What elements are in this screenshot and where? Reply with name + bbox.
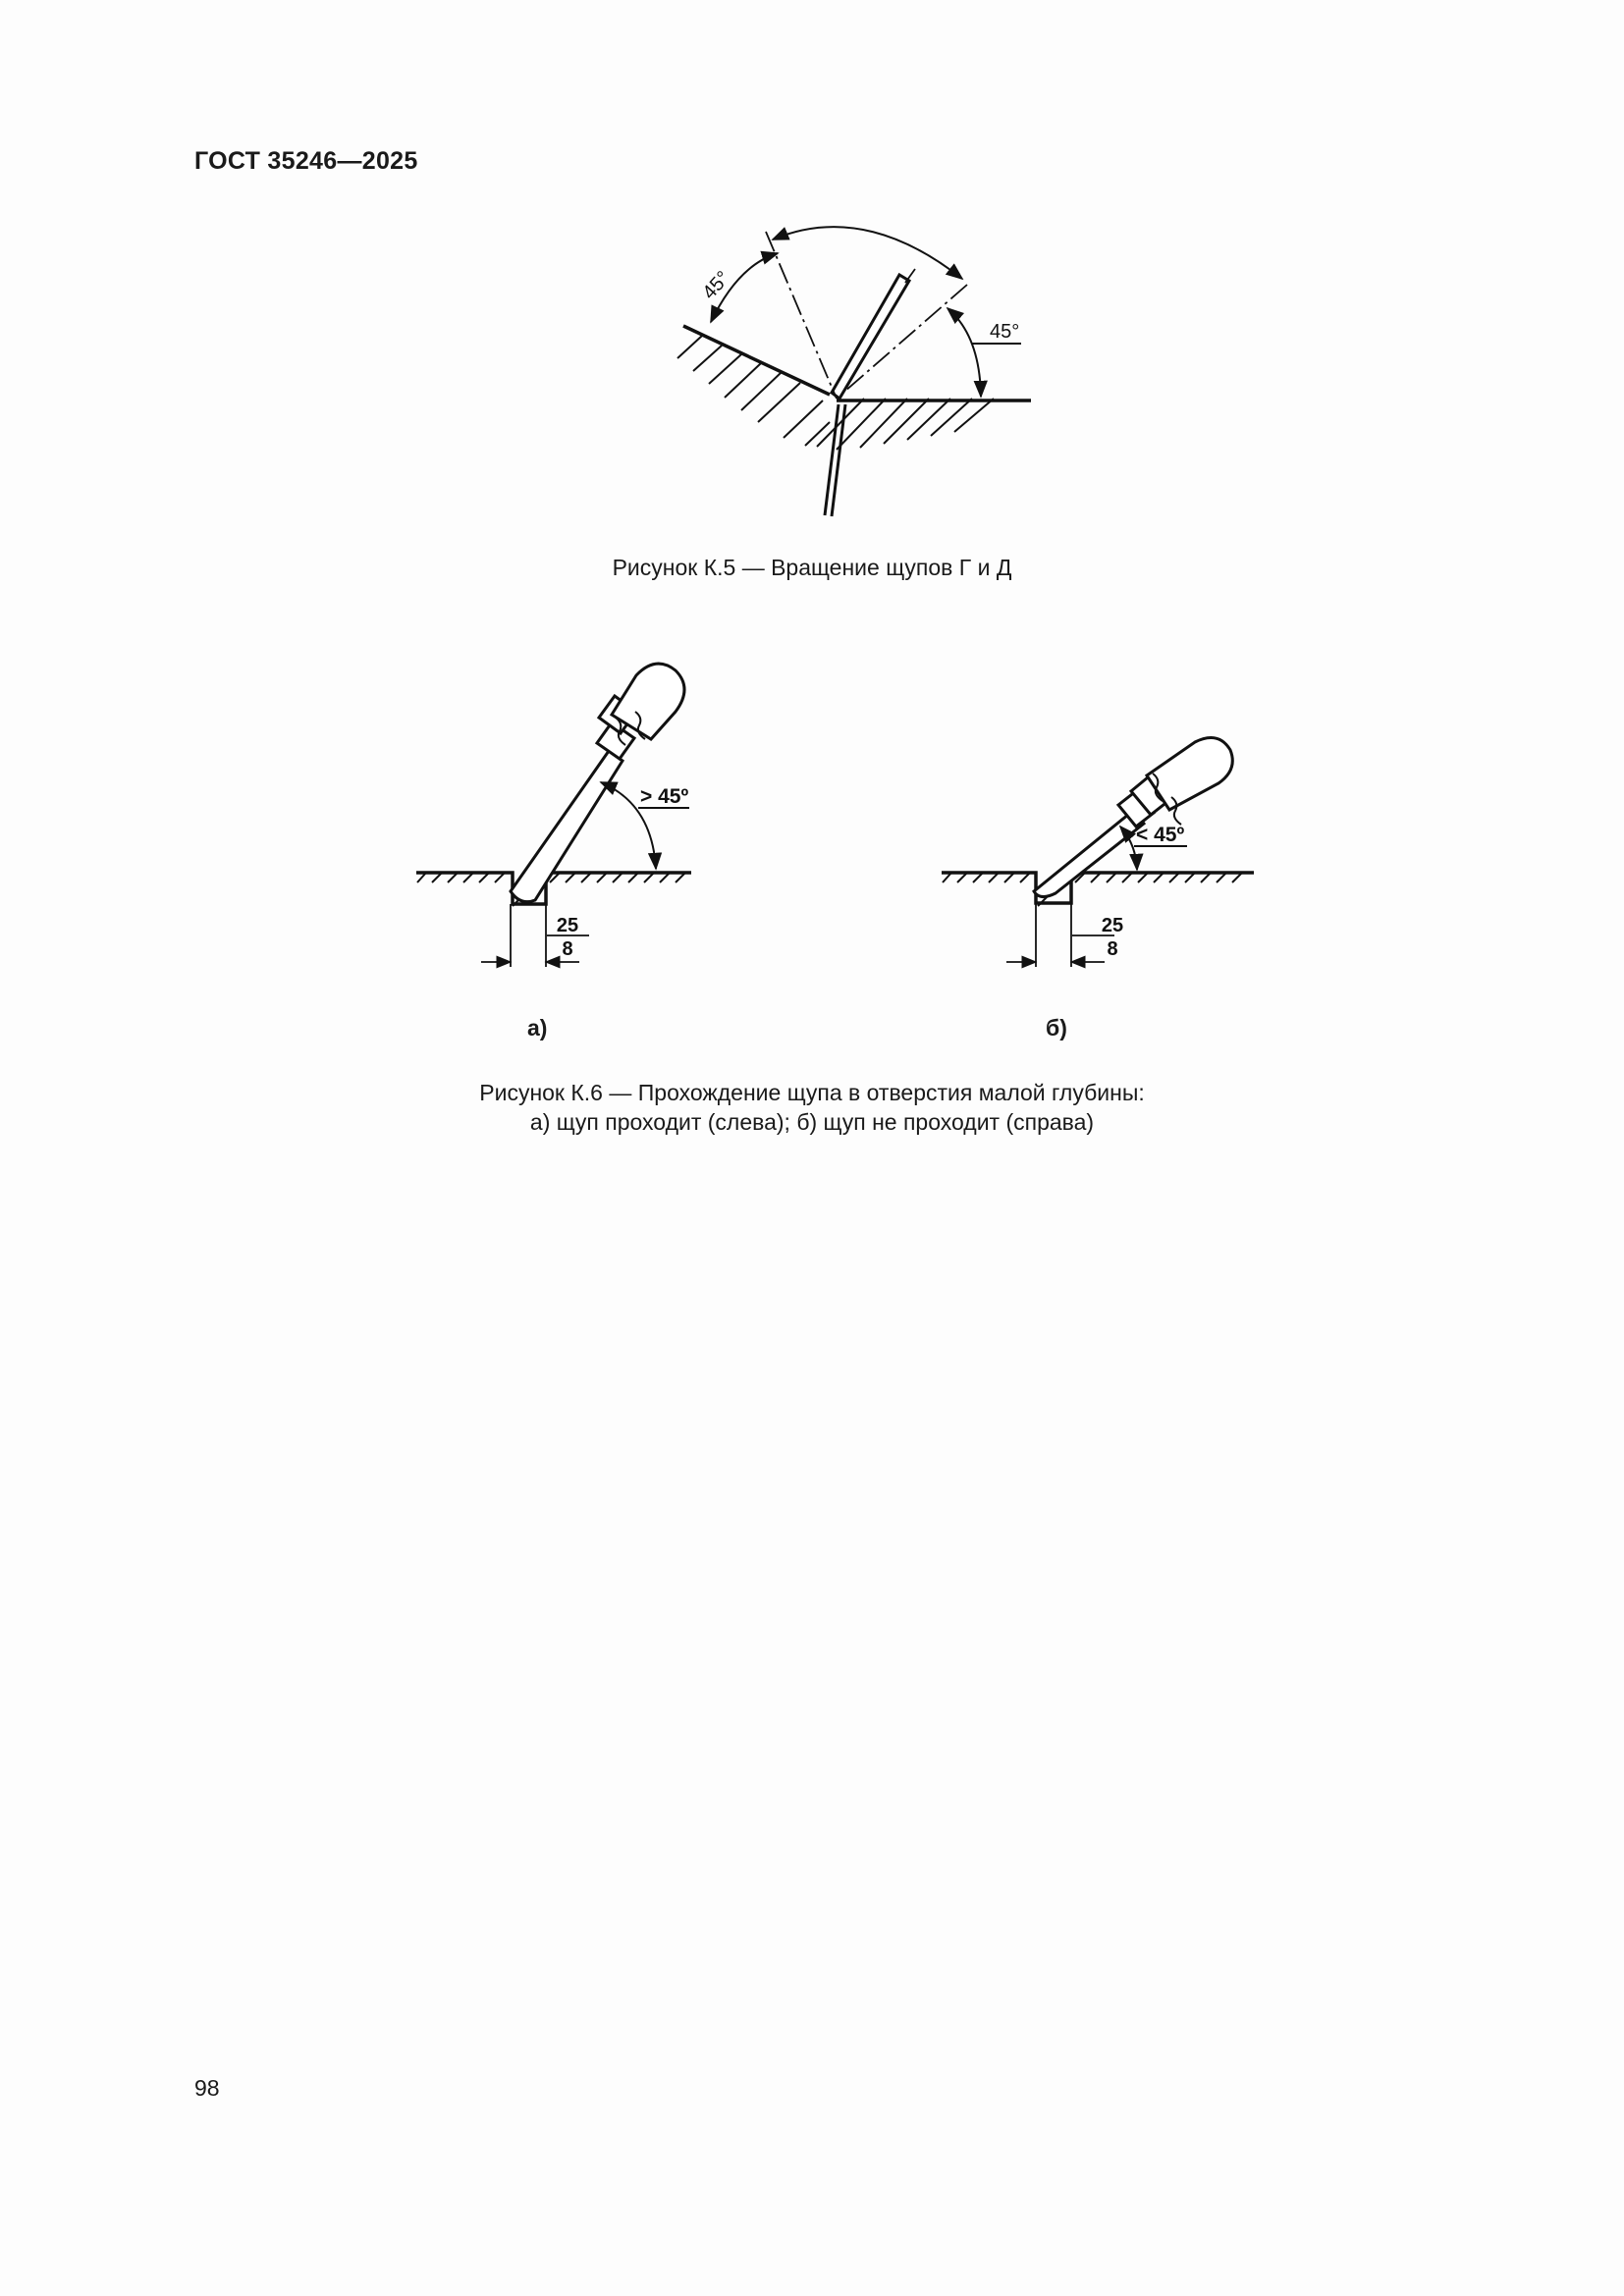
figure-k5-caption [0, 553, 1624, 582]
page-number: 98 [194, 2075, 220, 2101]
angle-label: > 45º [640, 785, 689, 808]
panel-a-label: а) [527, 1015, 548, 1041]
figure-k6b-drawing [938, 707, 1311, 977]
figure-k6-caption-line2: а) щуп проходит (слева); б) щуп не проходит (справа) [529, 1109, 1095, 1135]
axis-lines [766, 232, 967, 399]
document-header: ГОСТ 35246—2025 [194, 147, 418, 175]
angle-arcs [711, 227, 1021, 397]
figure-k6-caption-line1: Рисунок К.6 — Прохождение щупа в отверстия малой глубины: [479, 1080, 1145, 1105]
figure-k6-caption [0, 1078, 1624, 1137]
dimension-lines [1006, 903, 1114, 967]
figure-k6a-drawing [412, 643, 717, 977]
angle-label: < 45º [1136, 824, 1185, 846]
angle-label-left: 45° [698, 267, 734, 304]
hatching [943, 873, 1242, 906]
probe [511, 664, 684, 902]
probe-rods [825, 275, 909, 516]
dimension-25: 25 [1101, 915, 1124, 936]
angle-label-right: 45° [990, 321, 1020, 343]
hatching [417, 873, 685, 906]
figure-k5-caption-text: Рисунок К.5 — Вращение щупов Г и Д [612, 555, 1012, 580]
figure-k5-drawing [668, 216, 1060, 530]
dimension-8: 8 [1107, 938, 1118, 960]
panel-b-label: б) [1046, 1015, 1067, 1041]
dimension-25: 25 [556, 915, 579, 936]
dimension-8: 8 [562, 938, 573, 960]
